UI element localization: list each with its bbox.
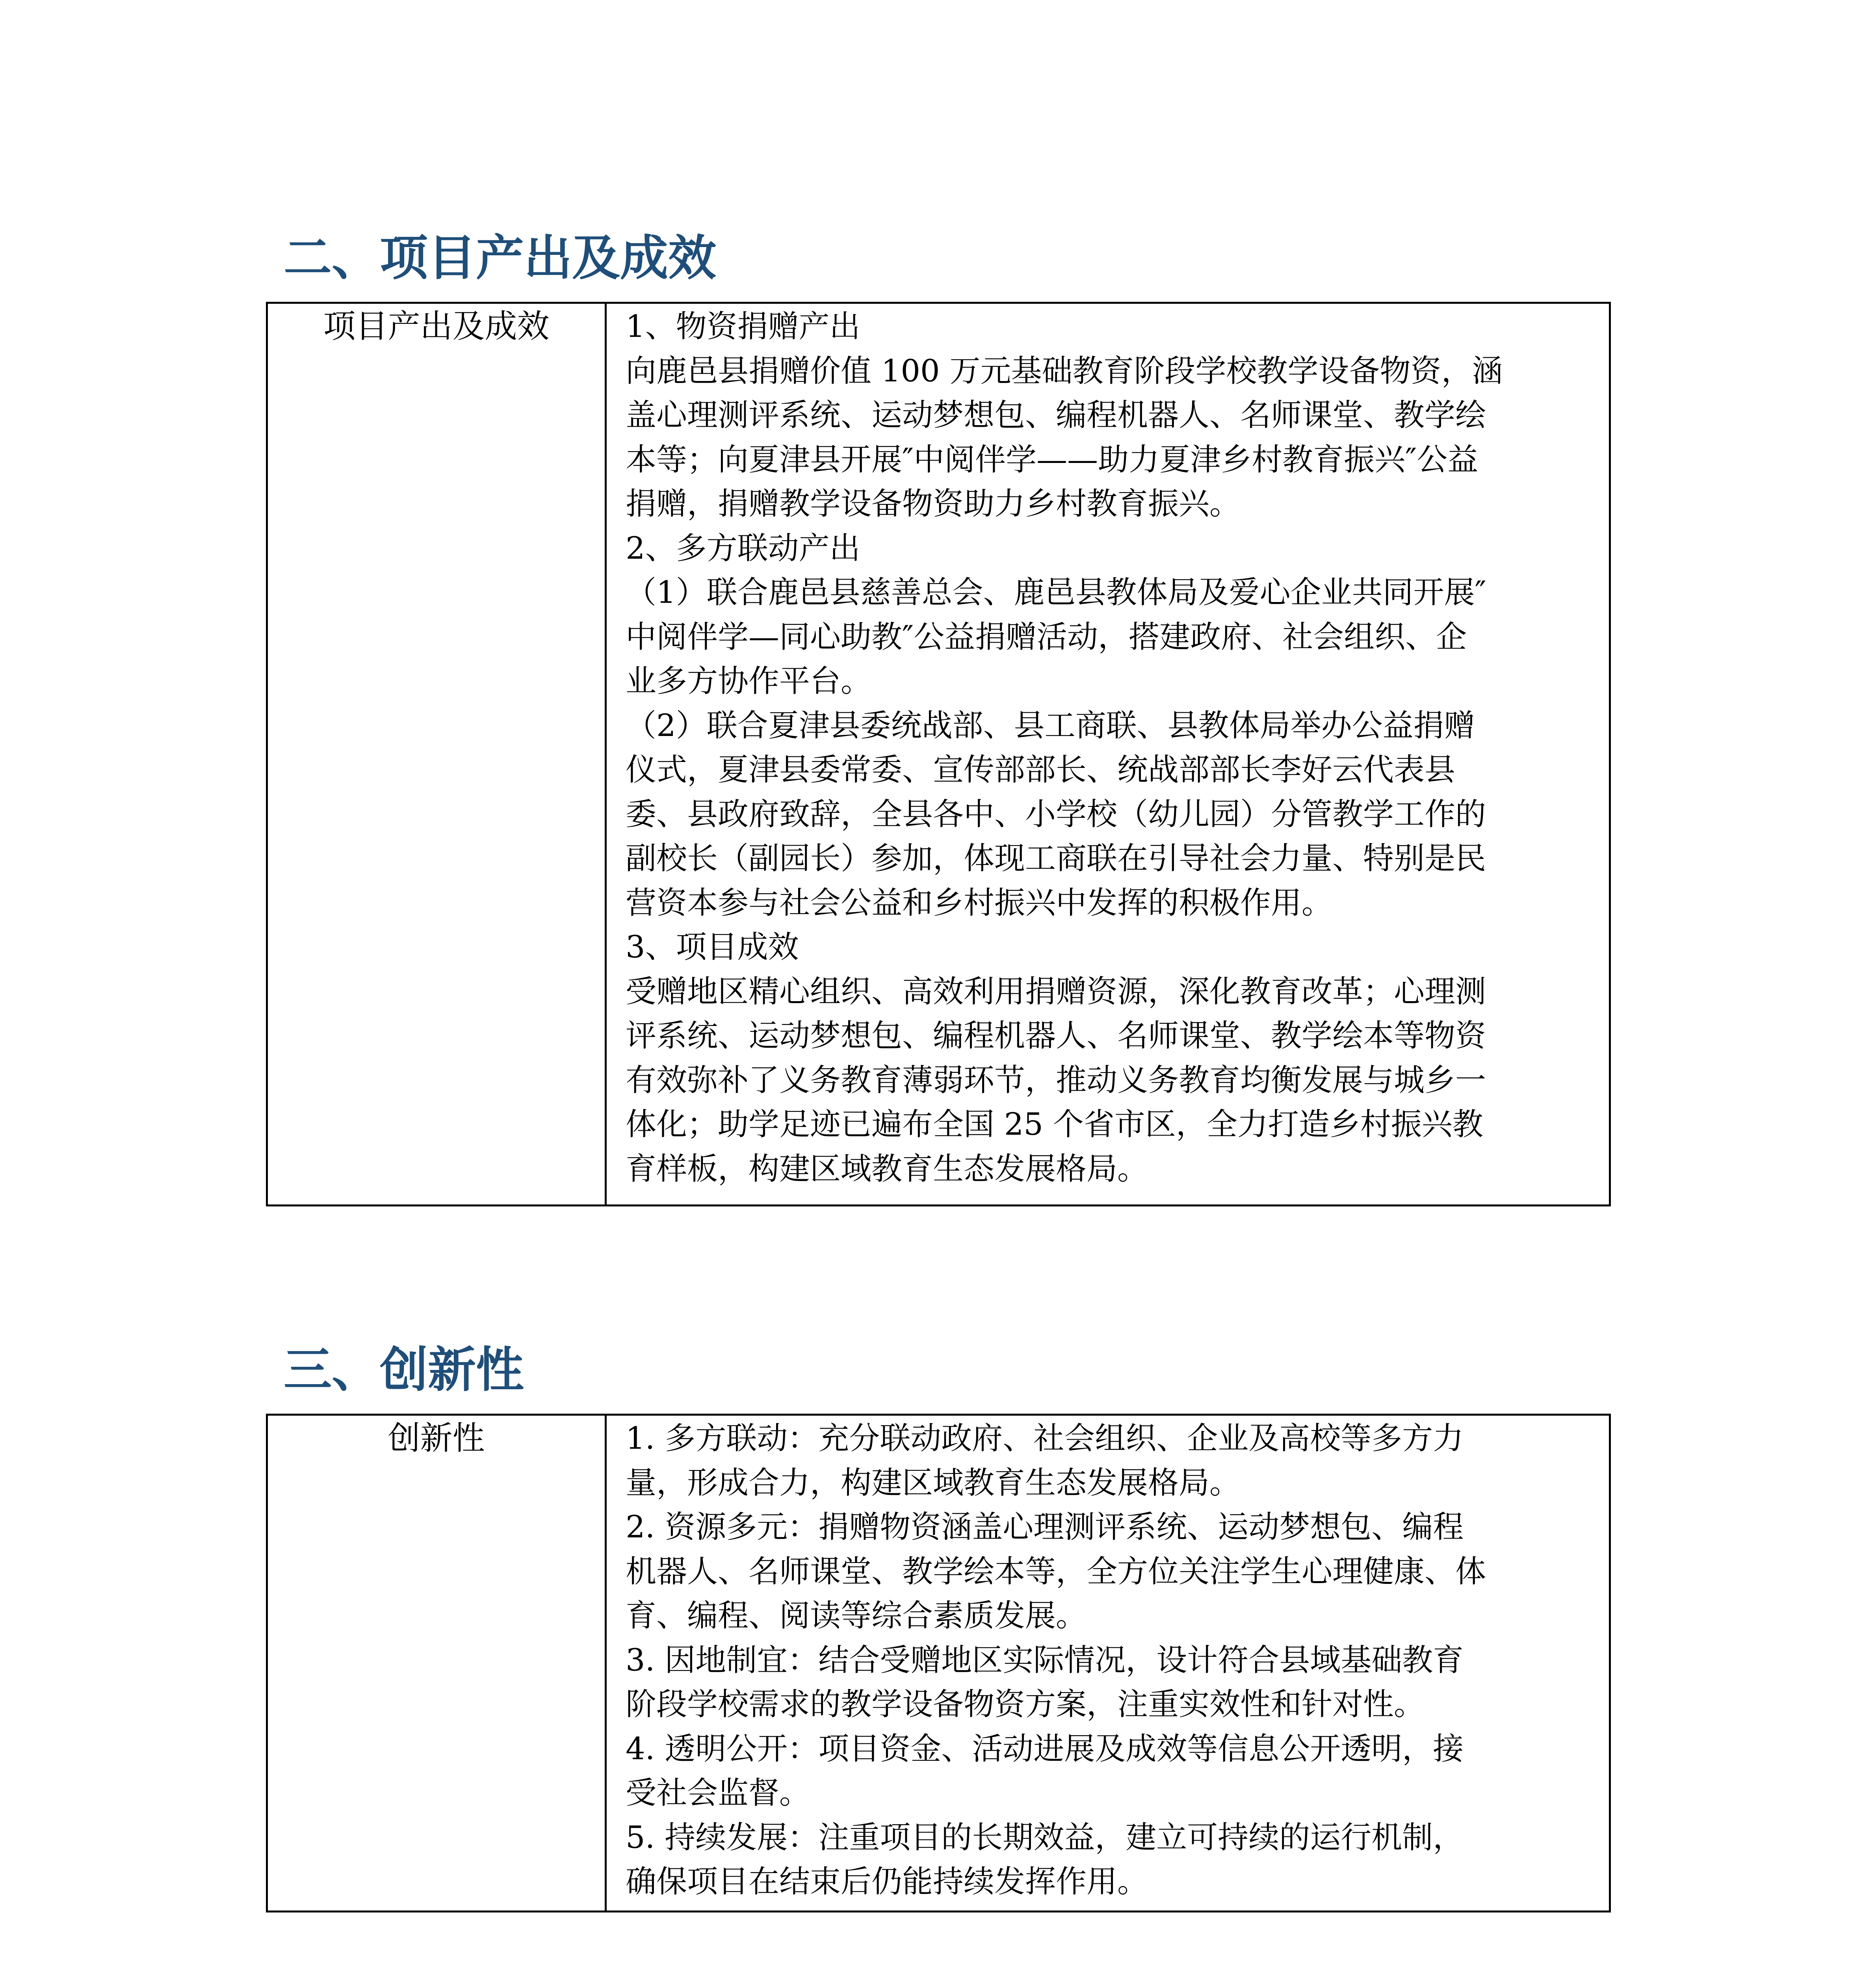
content-line: 中阅伴学—同心助教″公益捐赠活动，搭建政府、社会组织、企 [626,619,1467,655]
content-line: 2. 资源多元：捐赠物资涵盖心理测评系统、运动梦想包、编程 [626,1509,1464,1545]
outcomes-content-cell [607,304,1609,1204]
content-line: 3. 因地制宜：结合受赠地区实际情况，设计符合县域基础教育 [626,1642,1464,1678]
innovation-content-cell [607,1416,1609,1911]
content-line: 4. 透明公开：项目资金、活动进展及成效等信息公开透明，接 [626,1731,1464,1767]
content-line: 3、项目成效 [626,929,799,965]
content-line: 盖心理测评系统、运动梦想包、编程机器人、名师课堂、教学绘 [626,398,1486,433]
content-line: 业多方协作平台。 [626,663,872,699]
content-line: 阶段学校需求的教学设备物资方案，注重实效性和针对性。 [626,1687,1425,1722]
content-line: （2）联合夏津县委统战部、县工商联、县教体局举办公益捐赠 [626,708,1475,743]
content-line: 育、编程、阅读等综合素质发展。 [626,1598,1087,1634]
content-line: 确保项目在结束后仍能持续发挥作用。 [626,1864,1148,1899]
innovation-table [266,1414,1611,1912]
content-line: 1. 多方联动：充分联动政府、社会组织、企业及高校等多方力 [626,1421,1464,1456]
content-line: 营资本参与社会公益和乡村振兴中发挥的积极作用。 [626,885,1333,921]
content-line: （1）联合鹿邑县慈善总会、鹿邑县教体局及爱心企业共同开展″ [626,575,1486,610]
content-line: 本等；向夏津县开展″中阅伴学——助力夏津乡村教育振兴″公益 [626,442,1479,478]
content-line: 育样板，构建区域教育生态发展格局。 [626,1151,1148,1187]
content-line: 仪式，夏津县委常委、宣传部部长、统战部部长李好云代表县 [626,752,1456,788]
content-line: 量，形成合力，构建区域教育生态发展格局。 [626,1465,1241,1501]
content-line: 副校长（副园长）参加，体现工商联在引导社会力量、特别是民 [626,841,1486,876]
content-line: 受社会监督。 [626,1775,810,1811]
content-line: 2、多方联动产出 [626,530,860,566]
content-line: 机器人、名师课堂、教学绘本等，全方位关注学生心理健康、体 [626,1554,1486,1589]
content-line: 向鹿邑县捐赠价值 100 万元基础教育阶段学校教学设备物资，涵 [626,353,1503,389]
content-line: 5. 持续发展：注重项目的长期效益，建立可持续的运行机制， [626,1819,1464,1855]
content-line: 1、物资捐赠产出 [626,309,860,344]
content-line: 有效弥补了义务教育薄弱环节，推动义务教育均衡发展与城乡一 [626,1062,1486,1098]
content-line: 委、县政府致辞，全县各中、小学校（幼儿园）分管教学工作的 [626,796,1486,832]
outcomes-table [266,302,1611,1206]
content-line: 评系统、运动梦想包、编程机器人、名师课堂、教学绘本等物资 [626,1018,1486,1054]
content-line: 捐赠，捐赠教学设备物资助力乡村教育振兴。 [626,486,1241,522]
content-line: 体化；助学足迹已遍布全国 25 个省市区，全力打造乡村振兴教 [626,1107,1483,1142]
content-line: 受赠地区精心组织、高效利用捐赠资源，深化教育改革；心理测 [626,974,1486,1009]
innovation-label-cell: 创新性 [268,1416,607,1911]
section-heading-innovation: 三、创新性 [284,1342,524,1398]
section-heading-outcomes: 二、项目产出及成效 [284,230,716,286]
outcomes-label-cell: 项目产出及成效 [268,304,607,1204]
